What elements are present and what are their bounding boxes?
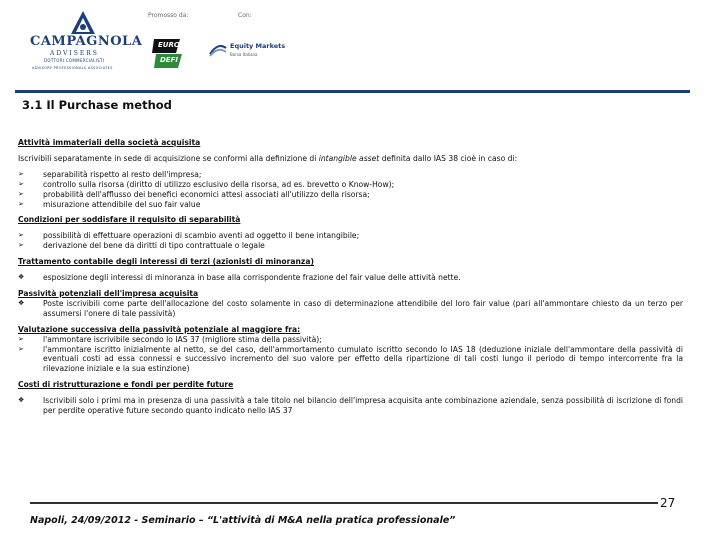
equity-markets-logo	[208, 40, 284, 62]
list-item: ➢ separabilità rispetto al resto dell'impresa;	[18, 169, 202, 179]
bullet-list	[18, 273, 683, 283]
list-item: ➢ l'ammontare iscritto inizialmente al netto, se del caso, dell'ammortamento cumulato iscritto secondo lo IAS 18 (deduzione iniziale dell'ammontare della passività di eventuali costi ad essa connessi e successivo incremento del suo valore per effetto della ripartizione di tali costi lungo il periodo di tempo intercorrente fra la rilevazione iniziale e la sua estinzione)	[18, 344, 683, 374]
diamond-bullet-icon: ❖	[18, 396, 25, 405]
promoted-by-label: Promosso da:	[148, 12, 189, 19]
list-item: ➢ probabilità dell'afflusso dei benefici economici attesi associati all'utilizzo della risorsa;	[18, 189, 370, 199]
list-item: ➢ l'ammontare iscrivibile secondo lo IAS 37 (migliore stima della passività);	[18, 334, 322, 344]
equity-markets-sub: Borsa Italiana	[230, 52, 258, 57]
campagnola-logo	[30, 10, 143, 70]
eurodefi-logo	[150, 35, 184, 71]
arrow-bullet-icon: ➢	[18, 344, 24, 353]
section-heading: Condizioni per soddisfare il requisito di separabilità	[18, 215, 241, 225]
arrow-bullet-icon: ➢	[18, 169, 24, 178]
header-divider	[15, 90, 690, 93]
diamond-bullet-icon: ❖	[18, 298, 25, 307]
with-label: Con:	[238, 12, 252, 19]
list-item: ❖ Poste iscrivibili come parte dell'allocazione del costo solamente in caso di determinazione attendibile del loro fair value (pari all'ammontare chiesto da un terzo per assumersi l'onere di tale passività)	[18, 298, 683, 318]
bullet-list	[18, 170, 683, 210]
list-item: ❖ Iscrivibili solo i primi ma in presenza di una passività a tale titolo nel bilancio dell'impresa acquisita ante combinazione aziendale, senza possibilità di iscrizione di fondi per perdite operative future secondo quanto indicato nello IAS 37	[18, 396, 683, 416]
diamond-bullet-icon: ❖	[18, 273, 25, 282]
arrow-bullet-icon: ➢	[18, 189, 24, 198]
section-heading: Valutazione successiva della passività potenziale al maggiore fra:	[18, 324, 301, 334]
arrow-bullet-icon: ➢	[18, 241, 24, 250]
section-intro: Iscrivibili separatamente in sede di acquisizione se conformi alla definizione di intangible asset definita dallo IAS 38 cioè in caso di:	[18, 153, 518, 163]
campagnola-name: CAMPAGNOLA	[30, 34, 143, 49]
campagnola-sub: ADVISERS	[50, 50, 99, 57]
footer-text: Napoli, 24/09/2012 - Seminario – “L'attività di M&A nella pratica professionale”	[30, 515, 456, 526]
euro-text: EURO	[158, 41, 180, 49]
equity-markets-icon	[208, 42, 228, 58]
footer-divider	[30, 502, 658, 504]
arrow-bullet-icon: ➢	[18, 199, 24, 208]
bullet-list	[18, 335, 683, 375]
arrow-bullet-icon: ➢	[18, 231, 24, 240]
equity-markets-text: Equity Markets	[230, 42, 286, 50]
section-heading: Passività potenziali dell'impresa acquisita	[18, 288, 199, 298]
section-heading: Costi di ristrutturazione e fondi per perdite future	[18, 380, 234, 390]
list-item: ➢ misurazione attendibile del suo fair value	[18, 199, 201, 209]
bullet-list	[18, 396, 683, 416]
bullet-list	[18, 231, 683, 251]
list-item: ➢ derivazione del bene da diritti di tipo contrattuale o legale	[18, 241, 265, 251]
page-title: 3.1 Il Purchase method	[22, 98, 172, 112]
arrow-bullet-icon: ➢	[18, 334, 24, 343]
campagnola-tagline: DOTTORI COMMERCIALISTI	[44, 58, 105, 63]
bullet-list	[18, 299, 683, 319]
arrow-bullet-icon: ➢	[18, 179, 24, 188]
list-item: ❖ esposizione degli interessi di minoranza in base alla corrispondente frazione del fair value delle attività nette.	[18, 273, 461, 283]
section-heading: Trattamento contabile degli interessi di terzi (azionisti di minoranza)	[18, 257, 314, 267]
campagnola-emblem-icon	[68, 10, 98, 36]
defi-text: DEFI	[160, 56, 178, 64]
section-heading: Attività immateriali della società acquisita	[18, 138, 201, 147]
list-item: ➢ possibilità di effettuare operazioni di scambio aventi ad oggetto il bene intangibile;	[18, 231, 360, 241]
page-number: 27	[660, 496, 676, 510]
campagnola-tiny: ADVISORY PROFESSIONALS ASSOCIATES	[32, 66, 113, 70]
content-body	[18, 138, 683, 416]
list-item: ➢ controllo sulla risorsa (diritto di utilizzo esclusivo della risorsa, ad es. brevetto o Know-How);	[18, 179, 395, 189]
